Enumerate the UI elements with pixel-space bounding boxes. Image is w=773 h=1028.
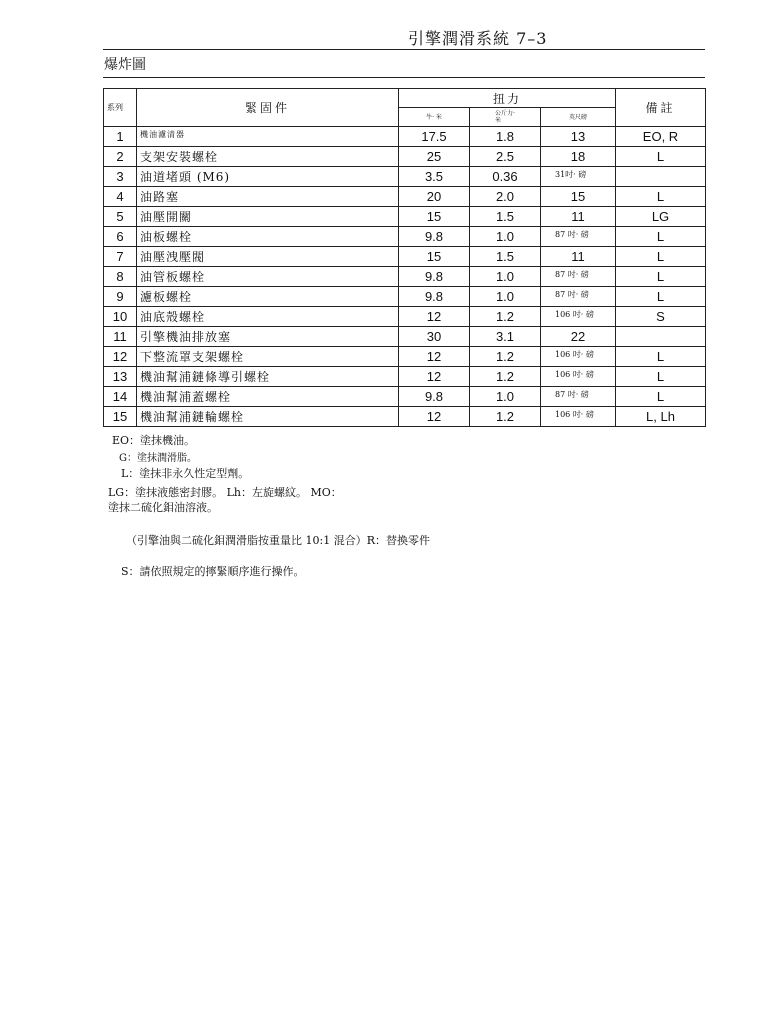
row-torque-nm: 12: [399, 307, 470, 327]
row-no: 2: [104, 147, 137, 167]
row-torque-kgfm: 3.1: [470, 327, 541, 347]
row-fastener: 機油幫浦蓋螺栓: [137, 387, 399, 407]
row-fastener: 濾板螺栓: [137, 287, 399, 307]
row-remarks: L: [616, 387, 706, 407]
row-remarks: L: [616, 187, 706, 207]
row-torque-ftlb: 15: [541, 187, 616, 207]
row-torque-nm: 17.5: [399, 127, 470, 147]
row-torque-ftlb: 31吋· 磅: [541, 167, 616, 187]
row-remarks: L, Lh: [616, 407, 706, 427]
col-header-no: 系列: [104, 89, 137, 127]
row-torque-nm: 20: [399, 187, 470, 207]
row-torque-nm: 3.5: [399, 167, 470, 187]
row-remarks: L: [616, 287, 706, 307]
row-torque-kgfm: 1.0: [470, 287, 541, 307]
row-fastener: 油壓開關: [137, 207, 399, 227]
note-mo-desc: 塗抹二硫化鉬油溶液。: [108, 501, 218, 514]
row-torque-kgfm: 1.2: [470, 307, 541, 327]
row-no: 14: [104, 387, 137, 407]
row-torque-kgfm: 1.2: [470, 367, 541, 387]
unit-header-ftlb: 英尺磅: [541, 108, 616, 127]
row-no: 1: [104, 127, 137, 147]
row-remarks: L: [616, 347, 706, 367]
row-torque-ftlb: 11: [541, 207, 616, 227]
row-remarks: LG: [616, 207, 706, 227]
row-fastener: 油管板螺栓: [137, 267, 399, 287]
row-torque-kgfm: 1.2: [470, 347, 541, 367]
row-remarks: EO, R: [616, 127, 706, 147]
table-row: [104, 327, 706, 347]
row-torque-kgfm: 1.8: [470, 127, 541, 147]
table-row: [104, 187, 706, 207]
row-torque-nm: 9.8: [399, 287, 470, 307]
row-torque-kgfm: 1.0: [470, 227, 541, 247]
unit-header-nm: 牛· 米: [399, 108, 470, 127]
row-no: 9: [104, 287, 137, 307]
torque-table: [103, 88, 706, 427]
row-torque-nm: 9.8: [399, 387, 470, 407]
section-rule: [103, 77, 705, 78]
row-torque-kgfm: 0.36: [470, 167, 541, 187]
row-torque-ftlb: 87 吋· 磅: [541, 387, 616, 407]
note-g: G：塗抹潤滑脂。: [119, 453, 197, 464]
note-lg-lh-mo: LG：塗抹液態密封膠。 Lh：左旋螺紋。 MO：: [108, 486, 342, 499]
row-fastener: 機油幫浦鏈條導引螺栓: [137, 367, 399, 387]
row-fastener: 機油濾清器: [137, 127, 399, 147]
note-mix-r: （引擎油與二硫化鉬潤滑脂按重量比 10:1 混合）R：替換零件: [126, 534, 430, 547]
row-torque-kgfm: 1.5: [470, 207, 541, 227]
row-torque-nm: 15: [399, 207, 470, 227]
row-fastener: 油底殼螺栓: [137, 307, 399, 327]
row-no: 8: [104, 267, 137, 287]
col-header-remarks: 備註: [616, 89, 706, 127]
table-row: [104, 407, 706, 427]
row-no: 13: [104, 367, 137, 387]
row-remarks: L: [616, 147, 706, 167]
note-eo: EO：塗抹機油。: [112, 434, 196, 447]
note-s: S：請依照規定的擰緊順序進行操作。: [121, 565, 305, 578]
row-torque-ftlb: 11: [541, 247, 616, 267]
row-remarks: [616, 327, 706, 347]
col-header-torque: 扭力: [399, 89, 616, 108]
row-torque-ftlb: 106 吋· 磅: [541, 407, 616, 427]
row-torque-kgfm: 2.5: [470, 147, 541, 167]
section-title: 爆炸圖: [104, 57, 146, 73]
row-torque-ftlb: 22: [541, 327, 616, 347]
row-torque-kgfm: 1.2: [470, 407, 541, 427]
col-header-fastener: 緊固件: [137, 89, 399, 127]
row-torque-ftlb: 87 吋· 磅: [541, 227, 616, 247]
row-torque-kgfm: 2.0: [470, 187, 541, 207]
row-remarks: L: [616, 227, 706, 247]
page-header-title: 引擎潤滑系統 7–3: [408, 29, 548, 48]
row-fastener: 油板螺栓: [137, 227, 399, 247]
unit-header-kgfm: [470, 108, 541, 127]
row-no: 7: [104, 247, 137, 267]
row-torque-kgfm: 1.5: [470, 247, 541, 267]
row-remarks: [616, 167, 706, 187]
row-no: 3: [104, 167, 137, 187]
row-fastener: 支架安裝螺栓: [137, 147, 399, 167]
row-fastener: 下整流罩支架螺栓: [137, 347, 399, 367]
table-row: [104, 247, 706, 267]
row-torque-nm: 15: [399, 247, 470, 267]
table-row: [104, 227, 706, 247]
row-torque-ftlb: 87 吋· 磅: [541, 287, 616, 307]
row-torque-nm: 25: [399, 147, 470, 167]
row-torque-ftlb: 106 吋· 磅: [541, 307, 616, 327]
table-row: [104, 307, 706, 327]
table-row: [104, 267, 706, 287]
unit-header-kgfm-text: 公斤力· 米: [495, 110, 515, 124]
row-no: 5: [104, 207, 137, 227]
row-fastener: 機油幫浦鏈輪螺栓: [137, 407, 399, 427]
row-torque-nm: 12: [399, 367, 470, 387]
torque-table-body: [104, 127, 706, 427]
table-row: [104, 167, 706, 187]
row-no: 4: [104, 187, 137, 207]
row-fastener: 引擎機油排放塞: [137, 327, 399, 347]
row-fastener: 油道堵頭 (M6): [137, 167, 399, 187]
row-fastener: 油壓洩壓閥: [137, 247, 399, 267]
row-torque-ftlb: 106 吋· 磅: [541, 367, 616, 387]
row-no: 12: [104, 347, 137, 367]
table-row: [104, 347, 706, 367]
table-row: [104, 387, 706, 407]
table-row: [104, 287, 706, 307]
table-row: [104, 127, 706, 147]
table-row: [104, 147, 706, 167]
row-no: 6: [104, 227, 137, 247]
row-torque-nm: 9.8: [399, 267, 470, 287]
header-rule: [103, 49, 705, 50]
row-no: 15: [104, 407, 137, 427]
row-torque-nm: 30: [399, 327, 470, 347]
row-remarks: S: [616, 307, 706, 327]
row-torque-ftlb: 87 吋· 磅: [541, 267, 616, 287]
table-row: [104, 367, 706, 387]
row-torque-kgfm: 1.0: [470, 387, 541, 407]
row-remarks: L: [616, 247, 706, 267]
row-torque-nm: 9.8: [399, 227, 470, 247]
row-no: 10: [104, 307, 137, 327]
row-torque-nm: 12: [399, 407, 470, 427]
row-no: 11: [104, 327, 137, 347]
row-remarks: L: [616, 367, 706, 387]
row-torque-ftlb: 106 吋· 磅: [541, 347, 616, 367]
note-l: L：塗抹非永久性定型劑。: [121, 467, 250, 480]
row-fastener: 油路塞: [137, 187, 399, 207]
row-torque-ftlb: 18: [541, 147, 616, 167]
table-row: [104, 207, 706, 227]
row-torque-nm: 12: [399, 347, 470, 367]
row-torque-ftlb: 13: [541, 127, 616, 147]
row-torque-kgfm: 1.0: [470, 267, 541, 287]
row-remarks: L: [616, 267, 706, 287]
